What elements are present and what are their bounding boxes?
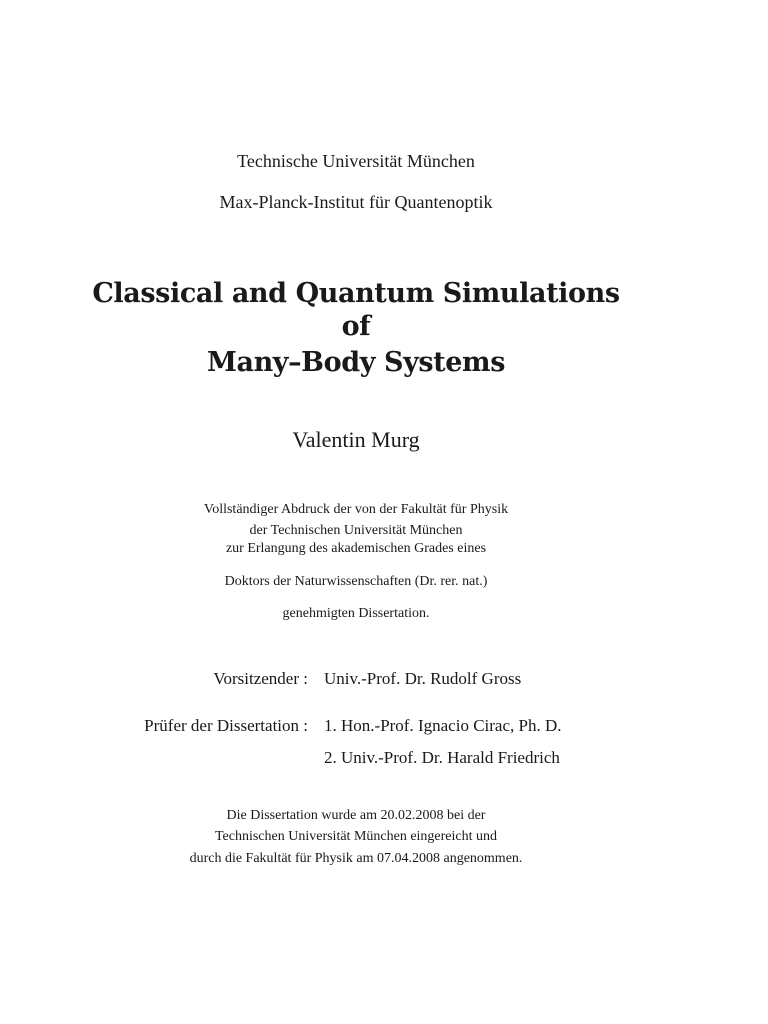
chair-value: Univ.-Prof. Dr. Rudolf Gross	[324, 669, 522, 688]
abdruck-line-2: der Technischen Universität München	[249, 523, 463, 538]
examiners-label: Prüfer der Dissertation :	[144, 716, 308, 735]
submission-line-1: Die Dissertation wurde am 20.02.2008 bei der	[226, 808, 486, 823]
examiner-2: 2. Univ.-Prof. Dr. Harald Friedrich	[324, 748, 560, 767]
submission-line-2: Technischen Universität München eingereicht und	[214, 829, 498, 844]
submission-line-3: durch die Fakultät für Physik am 07.04.2008 angenommen.	[189, 851, 523, 866]
title-line-1: Classical and Quantum Simulations	[92, 278, 620, 309]
author-name: Valentin Murg	[292, 427, 420, 452]
institution-mpq: Max-Planck-Institut für Quantenoptik	[219, 192, 493, 212]
abdruck-line-3: zur Erlangung des akademischen Grades eines	[225, 541, 487, 556]
institution-tum: Technische Universität München	[237, 151, 475, 171]
chair-label: Vorsitzender :	[213, 669, 308, 688]
examiner-1: 1. Hon.-Prof. Ignacio Cirac, Ph. D.	[324, 716, 562, 735]
degree-text: Doktors der Naturwissenschaften (Dr. rer. nat.)	[224, 574, 488, 589]
abdruck-line-1: Vollständiger Abdruck der von der Fakultät für Physik	[203, 502, 509, 517]
title-line-3: Many–Body Systems	[206, 347, 505, 378]
approval-text: genehmigten Dissertation.	[282, 606, 430, 621]
title-line-2: of	[341, 311, 371, 342]
